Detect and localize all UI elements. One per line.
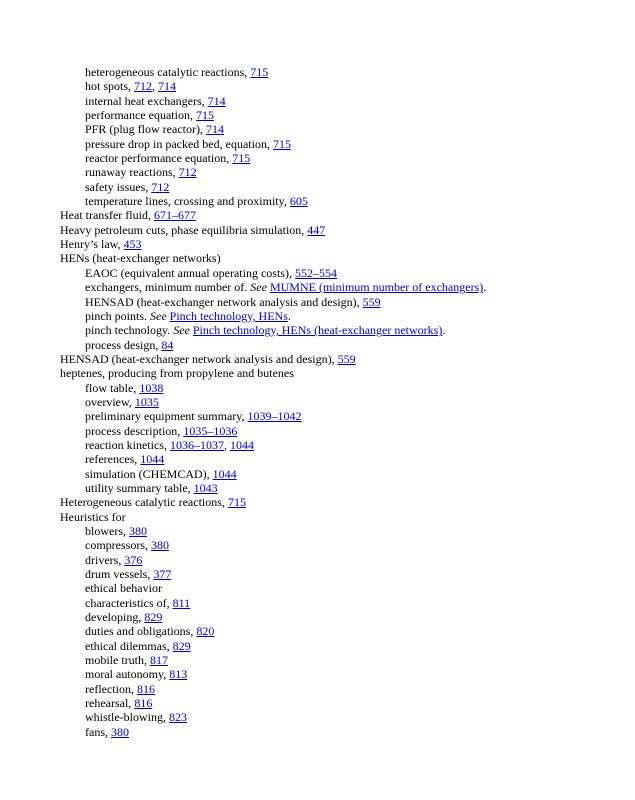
- index-subentry: [60, 524, 486, 538]
- index-subentry: [60, 639, 486, 653]
- entry-text: runaway reactions,: [85, 165, 179, 180]
- entry-text: pressure drop in packed bed, equation,: [85, 136, 273, 151]
- entry-text: simulation (CHEMCAD),: [85, 466, 213, 481]
- entry-text: characteristics of,: [85, 595, 173, 610]
- index-subentry: [60, 653, 486, 667]
- page-reference-link[interactable]: 813: [169, 667, 188, 682]
- page-reference-link[interactable]: 380: [151, 538, 169, 553]
- entry-text: internal heat exchangers,: [85, 93, 208, 108]
- index-subentry: [60, 581, 486, 595]
- entry-text: Heterogeneous catalytic reactions,: [60, 495, 228, 510]
- entry-text: references,: [85, 452, 141, 467]
- index-subentry: [60, 381, 486, 395]
- index-subentry: [60, 165, 486, 179]
- index-entry: [60, 366, 486, 380]
- page-reference-link[interactable]: 1044: [229, 437, 254, 452]
- entry-text: overview,: [85, 394, 135, 409]
- index-subentry: [60, 682, 486, 696]
- page-reference-link[interactable]: 1035: [134, 394, 159, 409]
- entry-text: preliminary equipment summary,: [85, 409, 248, 424]
- page-reference-link[interactable]: 380: [129, 524, 147, 538]
- entry-text: heterogeneous catalytic reactions,: [85, 65, 251, 79]
- entry-text: Heat transfer fluid,: [60, 208, 154, 223]
- index-subentry: [60, 137, 486, 151]
- entry-text: drum vessels,: [85, 567, 154, 582]
- index-subentry: [60, 395, 486, 409]
- entry-text: heptenes, producing from propylene and butenes: [60, 366, 294, 381]
- page-reference-link[interactable]: 1036–1037: [169, 437, 224, 452]
- page-reference-link[interactable]: 1044: [140, 452, 165, 467]
- index-entry: [60, 208, 486, 222]
- entry-text: exchangers, minimum number of.: [85, 280, 251, 295]
- page-reference-link[interactable]: 715: [195, 108, 214, 123]
- entry-text: .: [483, 280, 487, 295]
- entry-text: hot spots,: [85, 79, 135, 94]
- index-subentry: [60, 338, 486, 352]
- index-subentry: [60, 409, 486, 423]
- index-page: [60, 65, 486, 739]
- entry-text: HENSAD (heat-exchanger network analysis and design),: [60, 351, 338, 366]
- index-subentry: [60, 481, 486, 495]
- page-reference-link[interactable]: 811: [172, 595, 191, 610]
- page-reference-link[interactable]: 559: [337, 351, 356, 366]
- index-subentry: [60, 596, 486, 610]
- page-reference-link[interactable]: 447: [307, 222, 326, 237]
- page-reference-link[interactable]: 1043: [193, 480, 218, 495]
- page-reference-link[interactable]: 376: [124, 552, 143, 567]
- page-reference-link[interactable]: 715: [227, 495, 246, 510]
- entry-text: mobile truth,: [85, 653, 150, 668]
- entry-text: fans,: [85, 724, 111, 739]
- page-reference-link[interactable]: 715: [232, 151, 251, 166]
- page-reference-link[interactable]: 816: [136, 681, 155, 696]
- index-subentry: [60, 79, 486, 93]
- index-subentry: [60, 309, 486, 323]
- page-reference-link[interactable]: 715: [272, 136, 291, 151]
- page-reference-link[interactable]: 1035–1036: [183, 423, 238, 438]
- index-subentry: [60, 65, 486, 79]
- page-reference-link[interactable]: 1039–1042: [247, 409, 302, 424]
- entry-text: duties and obligations,: [85, 624, 197, 639]
- index-entry: [60, 495, 486, 509]
- index-entry: [60, 223, 486, 237]
- index-subentry: [60, 266, 486, 280]
- entry-text: ethical dilemmas,: [85, 638, 173, 653]
- index-subentry: [60, 567, 486, 581]
- index-subentry: [60, 295, 486, 309]
- page-reference-link[interactable]: Pinch technology, HENs (heat-exchanger networks): [192, 323, 443, 338]
- index-subentry: [60, 122, 486, 136]
- index-subentry: [60, 624, 486, 638]
- entry-text: Henry’s law,: [60, 237, 124, 252]
- entry-text: ,: [152, 79, 159, 94]
- index-subentry: [60, 538, 486, 552]
- entry-text: HENs (heat-exchanger networks): [60, 251, 221, 266]
- entry-text: EAOC (equivalent annual operating costs),: [85, 265, 295, 280]
- entry-text: flow table,: [85, 380, 140, 395]
- index-subentry: [60, 424, 486, 438]
- entry-text: pinch points.: [85, 308, 150, 323]
- entry-text: moral autonomy,: [85, 667, 170, 682]
- entry-text: .: [442, 323, 446, 338]
- page-reference-link[interactable]: 817: [150, 653, 168, 668]
- index-entry: [60, 251, 486, 265]
- page-reference-link[interactable]: 552–554: [294, 265, 337, 280]
- entry-text: whistle-blowing,: [85, 710, 169, 725]
- entry-text: reflection,: [85, 681, 137, 696]
- page-reference-link[interactable]: 715: [250, 65, 269, 79]
- index-subentry: [60, 452, 486, 466]
- page-reference-link[interactable]: 816: [134, 696, 153, 711]
- entry-text: rehearsal,: [85, 696, 135, 711]
- see-reference-label: See: [250, 280, 267, 295]
- entry-text: reactor performance equation,: [85, 151, 233, 166]
- page-reference-link[interactable]: 453: [123, 237, 142, 252]
- entry-text: PFR (plug flow reactor),: [85, 122, 206, 137]
- index-subentry: [60, 280, 486, 294]
- entry-text: Heavy petroleum cuts, phase equilibria simulation,: [60, 222, 308, 237]
- entry-text: developing,: [85, 610, 145, 625]
- entry-text: .: [287, 308, 291, 323]
- page-reference-link[interactable]: Pinch technology, HENs: [169, 308, 288, 323]
- page-reference-link[interactable]: MUMNE (minimum number of exchangers): [269, 280, 484, 295]
- entry-text: blowers,: [85, 524, 129, 538]
- page-reference-link[interactable]: 84: [161, 337, 174, 352]
- page-reference-link[interactable]: 605: [289, 194, 308, 209]
- entry-text: HENSAD (heat-exchanger network analysis and design),: [85, 294, 363, 309]
- entry-text: pinch technology.: [85, 323, 174, 338]
- index-subentry: [60, 323, 486, 337]
- page-reference-link[interactable]: 559: [362, 294, 381, 309]
- index-entry: [60, 237, 486, 251]
- index-subentry: [60, 94, 486, 108]
- index-subentry: [60, 667, 486, 681]
- index-entry: [60, 352, 486, 366]
- entry-text: ,: [223, 437, 230, 452]
- page-reference-link[interactable]: 377: [153, 567, 172, 582]
- entry-text: compressors,: [85, 538, 151, 553]
- page-reference-link[interactable]: 829: [144, 610, 163, 625]
- page-reference-link[interactable]: 714: [207, 93, 226, 108]
- entry-text: Heuristics for: [60, 509, 126, 524]
- see-reference-label: See: [173, 323, 190, 338]
- page-reference-link[interactable]: 380: [111, 724, 129, 739]
- entry-text: utility summary table,: [85, 480, 194, 495]
- index-subentry: [60, 180, 486, 194]
- see-reference-label: See: [150, 308, 167, 323]
- index-subentry: [60, 710, 486, 724]
- index-subentry: [60, 151, 486, 165]
- entry-text: process design,: [85, 337, 162, 352]
- entry-text: temperature lines, crossing and proximity,: [85, 194, 290, 209]
- entry-text: process description,: [85, 423, 184, 438]
- page-reference-link[interactable]: 823: [169, 710, 187, 725]
- page-reference-link[interactable]: 712: [151, 179, 170, 194]
- index-subentry: [60, 194, 486, 208]
- index-subentry: [60, 438, 486, 452]
- index-subentry: [60, 108, 486, 122]
- entry-text: performance equation,: [85, 108, 196, 123]
- entry-text: drivers,: [85, 552, 125, 567]
- page-reference-link[interactable]: 712: [178, 165, 197, 180]
- page-reference-link[interactable]: 1044: [212, 466, 237, 481]
- index-subentry: [60, 553, 486, 567]
- index-subentry: [60, 725, 486, 739]
- page-reference-link[interactable]: 671–677: [153, 208, 196, 223]
- page-reference-link[interactable]: 829: [172, 638, 191, 653]
- index-entry: [60, 510, 486, 524]
- index-subentry: [60, 696, 486, 710]
- page-reference-link[interactable]: 714: [158, 79, 177, 94]
- index-subentry: [60, 467, 486, 481]
- page-reference-link[interactable]: 712: [134, 79, 153, 94]
- page-reference-link[interactable]: 1038: [139, 380, 164, 395]
- page-reference-link[interactable]: 714: [205, 122, 224, 137]
- entry-text: ethical behavior: [85, 581, 162, 596]
- entry-text: safety issues,: [85, 179, 152, 194]
- page-reference-link[interactable]: 820: [196, 624, 215, 639]
- index-subentry: [60, 610, 486, 624]
- entry-text: reaction kinetics,: [85, 437, 170, 452]
